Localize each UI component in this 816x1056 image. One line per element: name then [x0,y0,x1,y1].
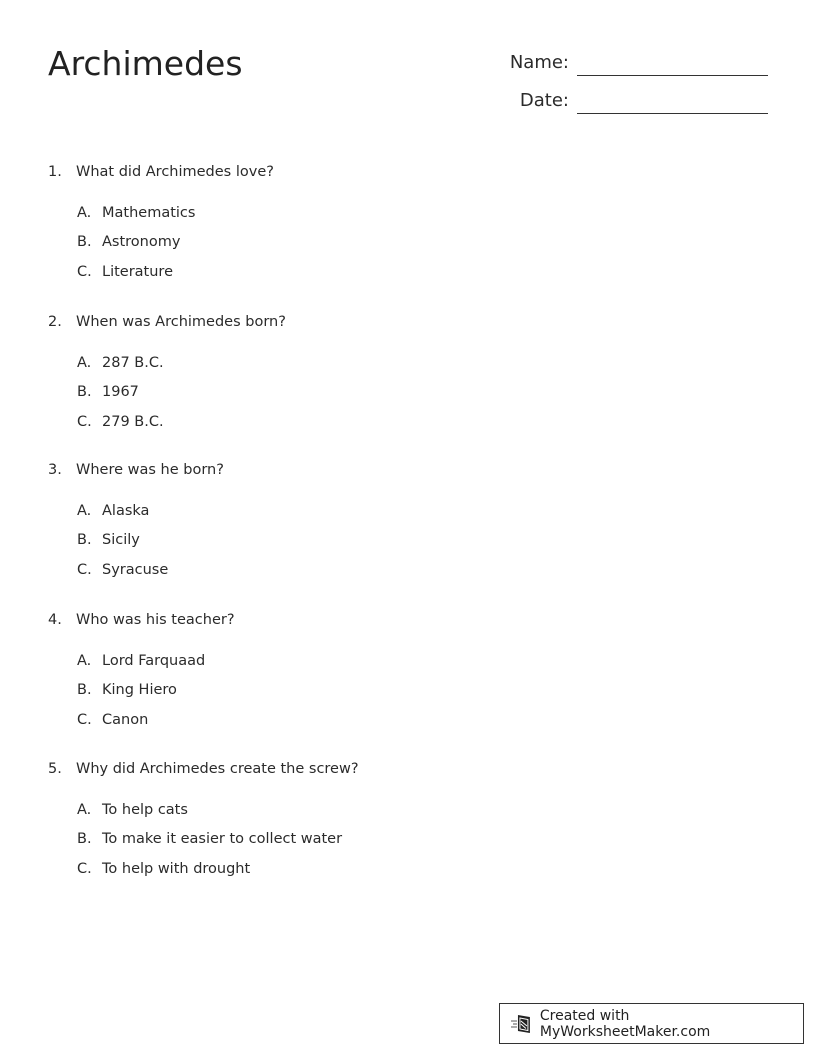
option-text: 1967 [102,384,139,401]
option-a [77,801,748,830]
option-list [48,652,748,740]
option-text: To help with drought [102,860,251,877]
question-number: 3. [48,462,62,478]
name-field [499,54,768,72]
option-b [77,681,748,710]
question-2 [48,313,748,442]
option-text: Canon [102,711,149,728]
question-number: 4. [48,612,62,628]
option-c [77,263,748,292]
option-text: Astronomy [102,234,181,251]
option-text: To help cats [102,802,188,818]
question-text: When was Archimedes born? [76,314,286,330]
option-letter: C. [77,860,92,877]
option-text: To make it easier to collect water [102,831,343,848]
option-b [77,383,748,412]
question-text: Why did Archimedes create the screw? [76,761,359,777]
option-a [77,502,748,531]
question-number: 2. [48,314,62,330]
option-b [77,531,748,560]
worksheet-title: Archimedes [48,44,243,83]
date-blank-line [577,113,768,114]
option-letter: B. [77,682,92,699]
option-list [48,204,748,292]
option-text: Syracuse [102,561,169,578]
option-list [48,502,748,590]
option-letter: A. [77,355,92,371]
option-text: Sicily [102,532,140,549]
option-letter: A. [77,205,92,221]
option-list [48,354,748,442]
option-a [77,204,748,233]
option-letter: A. [77,802,92,818]
option-letter: C. [77,561,92,578]
option-letter: C. [77,711,92,728]
footer-credit-badge [499,1003,804,1044]
option-letter: C. [77,413,92,430]
option-c [77,860,748,889]
option-a [77,354,748,383]
option-text: Alaska [102,503,150,519]
question-text: Where was he born? [76,462,224,478]
question-4 [48,611,748,740]
option-c [77,561,748,590]
option-text: King Hiero [102,682,177,699]
option-b [77,830,748,859]
option-letter: C. [77,263,92,280]
question-number: 5. [48,761,62,777]
name-blank-line [577,75,768,76]
question-text: What did Archimedes love? [76,164,274,180]
option-letter: A. [77,503,92,519]
date-label: Date: [519,90,569,111]
option-b [77,233,748,262]
option-letter: B. [77,831,92,848]
name-label: Name: [509,52,569,73]
option-letter: B. [77,234,92,251]
option-list [48,801,748,889]
option-c [77,711,748,740]
option-text: 279 B.C. [102,413,164,430]
option-text: 287 B.C. [102,355,164,371]
option-c [77,413,748,442]
option-letter: B. [77,384,92,401]
option-text: Lord Farquaad [102,653,206,669]
option-text: Literature [102,263,173,280]
question-number: 1. [48,164,62,180]
option-a [77,652,748,681]
question-5 [48,760,748,889]
footer-text: Created with MyWorksheetMaker.com [539,1007,711,1040]
question-text: Who was his teacher? [76,612,235,628]
option-text: Mathematics [102,205,196,221]
question-1 [48,163,748,292]
question-3 [48,461,748,590]
date-field [499,92,768,110]
option-letter: A. [77,653,92,669]
worksheet-maker-logo-icon [510,1013,534,1035]
option-letter: B. [77,532,92,549]
